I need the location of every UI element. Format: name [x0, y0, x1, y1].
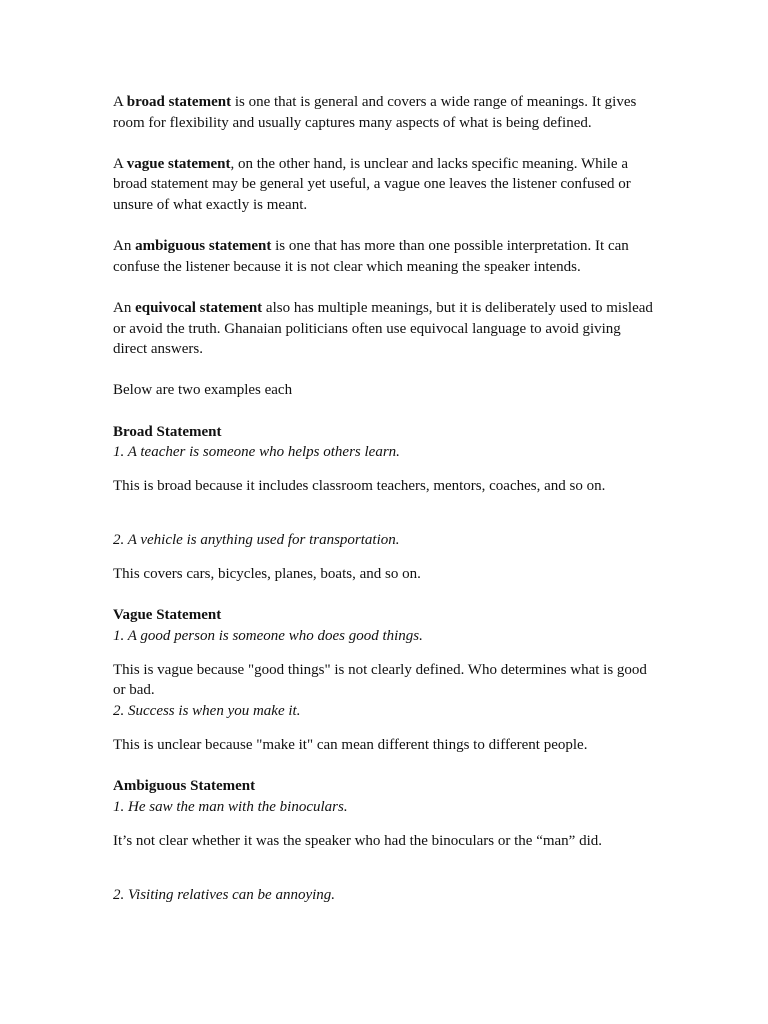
definition-text: is one that has more than one possible interpretation. It can confuse the listener because it is not clear which meaning the speaker intends. [113, 238, 629, 275]
term-ambiguous-statement: ambiguous statement [135, 238, 272, 255]
explanation-ambiguous-1: It’s not clear whether it was the speaker who had the binoculars or the “man” did. [113, 832, 603, 849]
term-vague-statement: vague statement [126, 155, 231, 172]
definition-prefix: A [113, 94, 127, 110]
term-equivocal-statement: equivocal statement [135, 299, 263, 316]
definition-ambiguous [113, 236, 658, 277]
example-vague-1: 1. A good person is someone who does good things. [113, 627, 423, 644]
section-heading-broad: Broad Statement [113, 423, 222, 440]
definition-prefix: An [113, 299, 136, 316]
definition-prefix: A [113, 155, 127, 172]
explanation-vague-1: This is vague because "good things" is not clearly defined. Who determines what is good or bad. [113, 661, 647, 699]
definition-text: also has multiple meanings, but it is deliberately used to mislead or avoid the truth. Ghanaian politicians often use equivocal language to avoid giving direct answers. [113, 299, 653, 358]
explanation-broad-1: This is broad because it includes classroom teachers, mentors, coaches, and so on. [113, 478, 606, 495]
examples-lead: Below are two examples each [113, 382, 293, 399]
definition-prefix: An [113, 238, 136, 255]
explanation-vague-2: This is unclear because "make it" can mean different things to different people. [113, 737, 588, 754]
document-page [113, 92, 658, 905]
example-vague-2: 2. Success is when you make it. [113, 702, 301, 719]
example-broad-2: 2. A vehicle is anything used for transportation. [113, 531, 400, 548]
definition-equivocal [113, 298, 658, 360]
example-ambiguous-1: 1. He saw the man with the binoculars. [113, 798, 348, 815]
explanation-broad-2: This covers cars, bicycles, planes, boats, and so on. [113, 565, 421, 582]
definition-text: is one that is general and covers a wide range of meanings. It gives room for flexibility and usually captures many aspects of what is being defined. [113, 94, 637, 131]
section-heading-vague: Vague Statement [113, 607, 222, 624]
section-heading-ambiguous: Ambiguous Statement [113, 778, 256, 795]
definition-vague [113, 154, 658, 216]
example-ambiguous-2: 2. Visiting relatives can be annoying. [113, 886, 336, 903]
term-broad-statement: broad statement [126, 94, 232, 110]
definition-broad [113, 92, 658, 133]
example-broad-1: 1. A teacher is someone who helps others learn. [113, 444, 400, 461]
definition-text: , on the other hand, is unclear and lacks specific meaning. While a broad statement may be general yet useful, a vague one leaves the listener confused or unsure of what exactly is meant. [113, 155, 631, 213]
